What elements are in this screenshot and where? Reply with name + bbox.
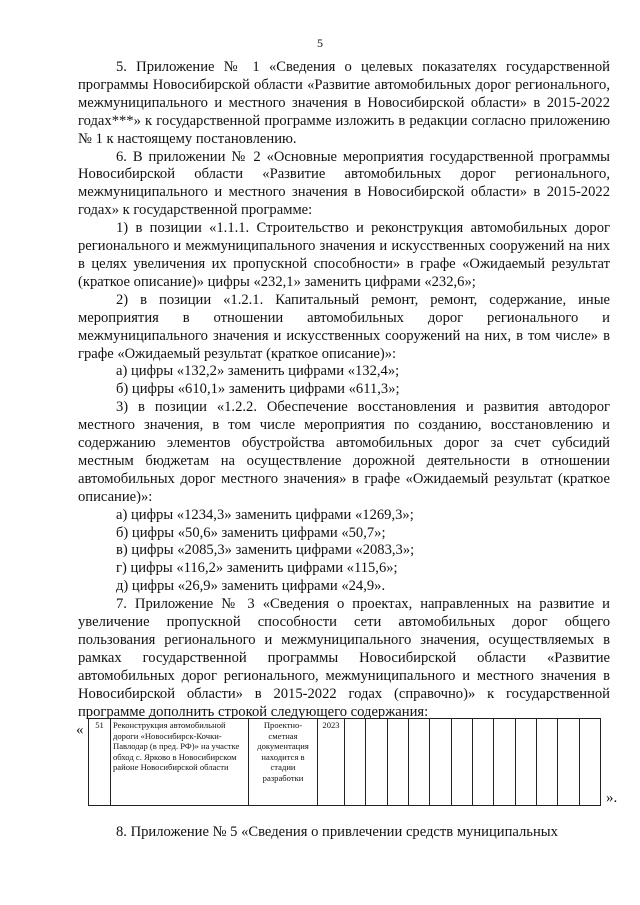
table-row bbox=[89, 719, 601, 806]
empty-cell bbox=[451, 719, 472, 806]
project-row-table bbox=[88, 718, 601, 806]
paragraph-letter-b: б) цифры «610,1» заменить цифрами «611,3»; bbox=[116, 381, 400, 398]
table-close-quote: ». bbox=[606, 790, 618, 806]
paragraph-letter-d: д) цифры «26,9» заменить цифрами «24,9». bbox=[116, 578, 386, 595]
empty-cell bbox=[387, 719, 408, 806]
empty-cell bbox=[515, 719, 536, 806]
year-cell: 2023 bbox=[318, 719, 345, 806]
paragraph-item-7: 7. Приложение № 3 «Сведения о проектах, направленных на развитие и увеличение пропускной способности сети автомобильных дорог общего пользования регионального и межмуниципального значения, осуществляемых в рамках государственной программы Новосибирской области «Развитие автомобильных дорог регионального, межмуниципального и местного значения в Новосибирской области» в 2015-2022 годах (справочно)» к государственной программе дополнить строкой следующего содержания: bbox=[78, 596, 610, 720]
paragraph-subitem-2: 2) в позиции «1.2.1. Капитальный ремонт, ремонт, содержание, иные мероприятия в отношении автомобильных дорог регионального и межмуниципального значения и искусственных сооружений на них, в том числе» в графе «Ожидаемый результат (краткое описание)»: bbox=[78, 291, 610, 362]
paragraph-letter-a: а) цифры «132,2» заменить цифрами «132,4»; bbox=[116, 363, 400, 380]
paragraph-letter-b: б) цифры «50,6» заменить цифрами «50,7»; bbox=[116, 524, 386, 541]
empty-cell bbox=[536, 719, 557, 806]
paragraph-letter-a: а) цифры «1234,3» заменить цифрами «1269,3»; bbox=[116, 506, 414, 523]
paragraph-item-6: 6. В приложении № 2 «Основные мероприятия государственной программы Новосибирской области «Развитие автомобильных дорог регионального, межмуниципального и местного значения в Новосибирской области» в 2015-2022 годах» к государственной программе: bbox=[78, 148, 610, 219]
row-number-cell: 51 bbox=[89, 719, 111, 806]
paragraph-letter-v: в) цифры «2085,3» заменить цифрами «2083,3»; bbox=[116, 542, 415, 559]
paragraph-item-8: 8. Приложение № 5 «Сведения о привлечении средств муниципальных bbox=[116, 824, 558, 840]
paragraph-subitem-1: 1) в позиции «1.1.1. Строительство и реконструкция автомобильных дорог регионального и межмуниципального значения и искусственных сооружений на них в целях увеличения их пропускной способности» в графе «Ожидаемый результат (краткое описание)» цифры «232,1» заменить цифрами «232,6»; bbox=[78, 220, 610, 290]
empty-cell bbox=[366, 719, 387, 806]
empty-cell bbox=[472, 719, 493, 806]
document-body bbox=[78, 59, 610, 722]
paragraph-letter-g: г) цифры «116,2» заменить цифрами «115,6»; bbox=[116, 560, 398, 577]
page-number: 5 bbox=[317, 36, 323, 50]
empty-cell bbox=[579, 719, 600, 806]
paragraph-item-5: 5. Приложение № 1 «Сведения о целевых показателях государственной программы Новосибирской области «Развитие автомобильных дорог регионального, межмуниципального и местного значения в Новосибирской области» в 2015-2022 годах***» к государственной программе изложить в редакции согласно приложению № 1 к настоящему постановлению. bbox=[78, 59, 610, 147]
project-status-cell: Проектно-сметная документация находится в стадии разработки bbox=[249, 719, 318, 806]
empty-cell bbox=[430, 719, 451, 806]
empty-cell bbox=[558, 719, 579, 806]
empty-cell bbox=[494, 719, 515, 806]
project-name-cell: Реконструкция автомобильной дороги «Новосибирск-Кочки-Павлодар (в пред. РФ)» на участке обход с. Ярково в Новосибирском районе Новосибирской области bbox=[111, 719, 249, 806]
paragraph-subitem-3: 3) в позиции «1.2.2. Обеспечение восстановления и развития автодорог местного значения, в том числе мероприятия по созданию, восстановлению и содержанию элементов обустройства автомобильных дорог за счет субсидий местным бюджетам на осуществление дорожной деятельности в отношении автомобильных дорог местного значения» в графе «Ожидаемый результат (краткое описание)»: bbox=[78, 399, 610, 505]
table-open-quote: « bbox=[76, 722, 84, 738]
empty-cell bbox=[408, 719, 429, 806]
empty-cell bbox=[345, 719, 366, 806]
